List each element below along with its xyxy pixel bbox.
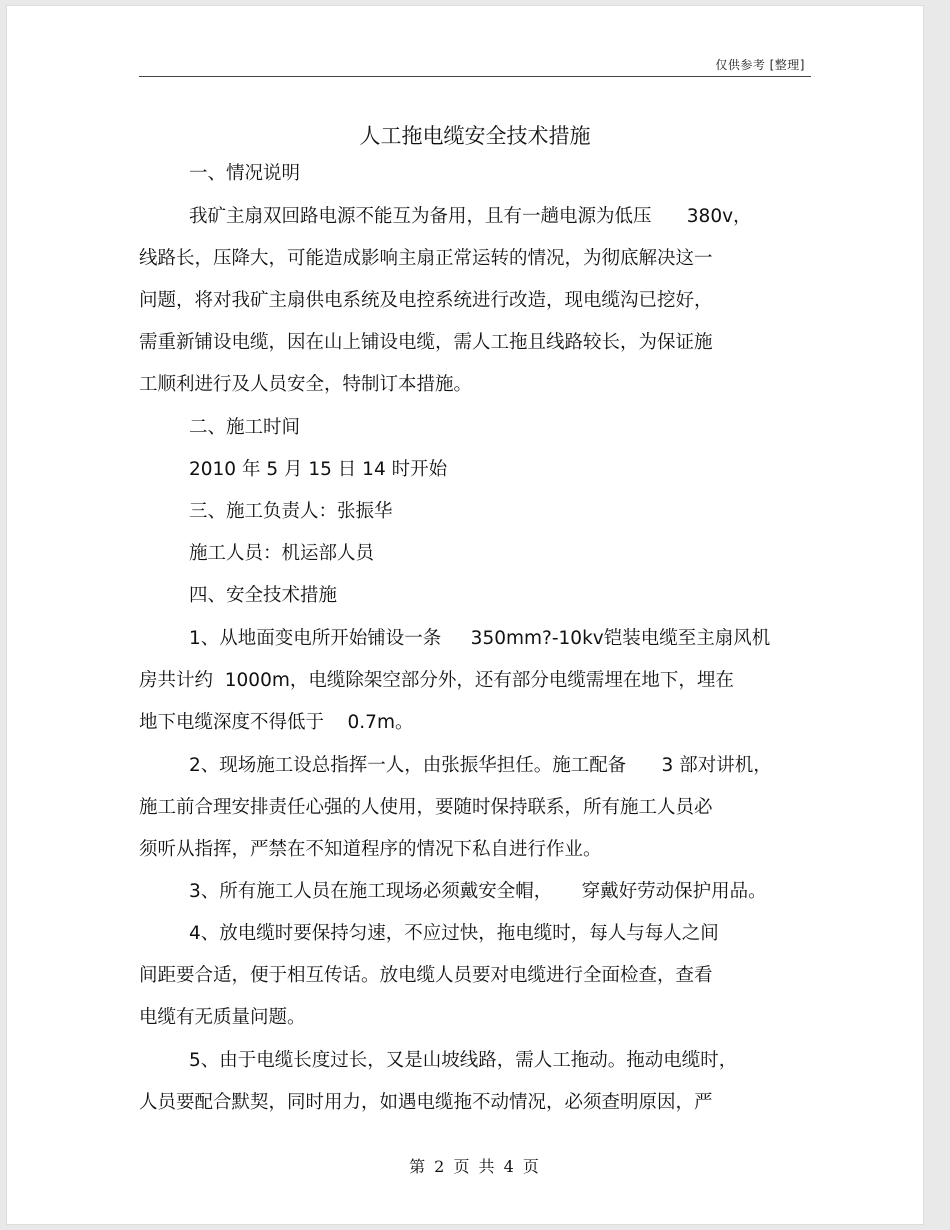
paragraph-line: 2010 年 5 月 15 日 14 时开始 <box>189 459 448 480</box>
paragraph-line: 施工人员：机运部人员 <box>189 543 375 564</box>
header-rule <box>139 76 811 77</box>
paragraph-line: 1、从地面变电所开始铺设一条 350mm?-10kv铠装电缆至主扇风机 <box>189 628 771 649</box>
document-title: 人工拖电缆安全技术措施 <box>359 124 591 148</box>
paragraph-line: 4、放电缆时要保持匀速，不应过快，拖电缆时，每人与每人之间 <box>189 923 719 944</box>
section-heading: 三、施工负责人：张振华 <box>189 501 393 522</box>
paragraph-line: 需重新铺设电缆，因在山上铺设电缆，需人工拖且线路较长，为保证施 <box>139 332 713 353</box>
paragraph-line: 线路长，压降大，可能造成影响主扇正常运转的情况，为彻底解决这一 <box>139 248 713 269</box>
page-footer: 第 2 页 共 4 页 <box>409 1157 541 1176</box>
paragraph-line: 5、由于电缆长度过长，又是山坡线路，需人工拖动。拖动电缆时， <box>189 1050 738 1071</box>
paragraph-line: 施工前合理安排责任心强的人使用，要随时保持联系，所有施工人员必 <box>139 797 713 818</box>
paragraph-line: 问题，将对我矿主扇供电系统及电控系统进行改造，现电缆沟已挖好， <box>139 290 713 311</box>
paragraph-line: 须听从指挥，严禁在不知道程序的情况下私自进行作业。 <box>139 839 602 860</box>
section-heading: 一、情况说明 <box>189 163 301 184</box>
paragraph-line: 房共计约 1000m，电缆除架空部分外，还有部分电缆需埋在地下，埋在 <box>139 670 734 691</box>
document-page <box>6 5 924 1225</box>
paragraph-line: 间距要合适，便于相互传话。放电缆人员要对电缆进行全面检查，查看 <box>139 965 713 986</box>
paragraph-line: 工顺利进行及人员安全，特制订本措施。 <box>139 374 473 395</box>
paragraph-line: 电缆有无质量问题。 <box>139 1007 306 1028</box>
paragraph-line: 地下电缆深度不得低于 0.7m。 <box>139 712 414 733</box>
header-note: 仅供参考 [整理] <box>715 58 805 72</box>
paragraph-line: 3、所有施工人员在施工现场必须戴安全帽， 穿戴好劳动保护用品。 <box>189 881 767 902</box>
section-heading: 四、安全技术措施 <box>189 585 338 606</box>
section-heading: 二、施工时间 <box>189 417 301 438</box>
paragraph-line: 人员要配合默契，同时用力，如遇电缆拖不动情况，必须查明原因，严 <box>139 1092 713 1113</box>
paragraph-line: 2、现场施工设总指挥一人，由张振华担任。施工配备 3 部对讲机， <box>189 755 772 776</box>
paragraph-line: 我矿主扇双回路电源不能互为备用，且有一趟电源为低压 380v， <box>189 206 752 227</box>
